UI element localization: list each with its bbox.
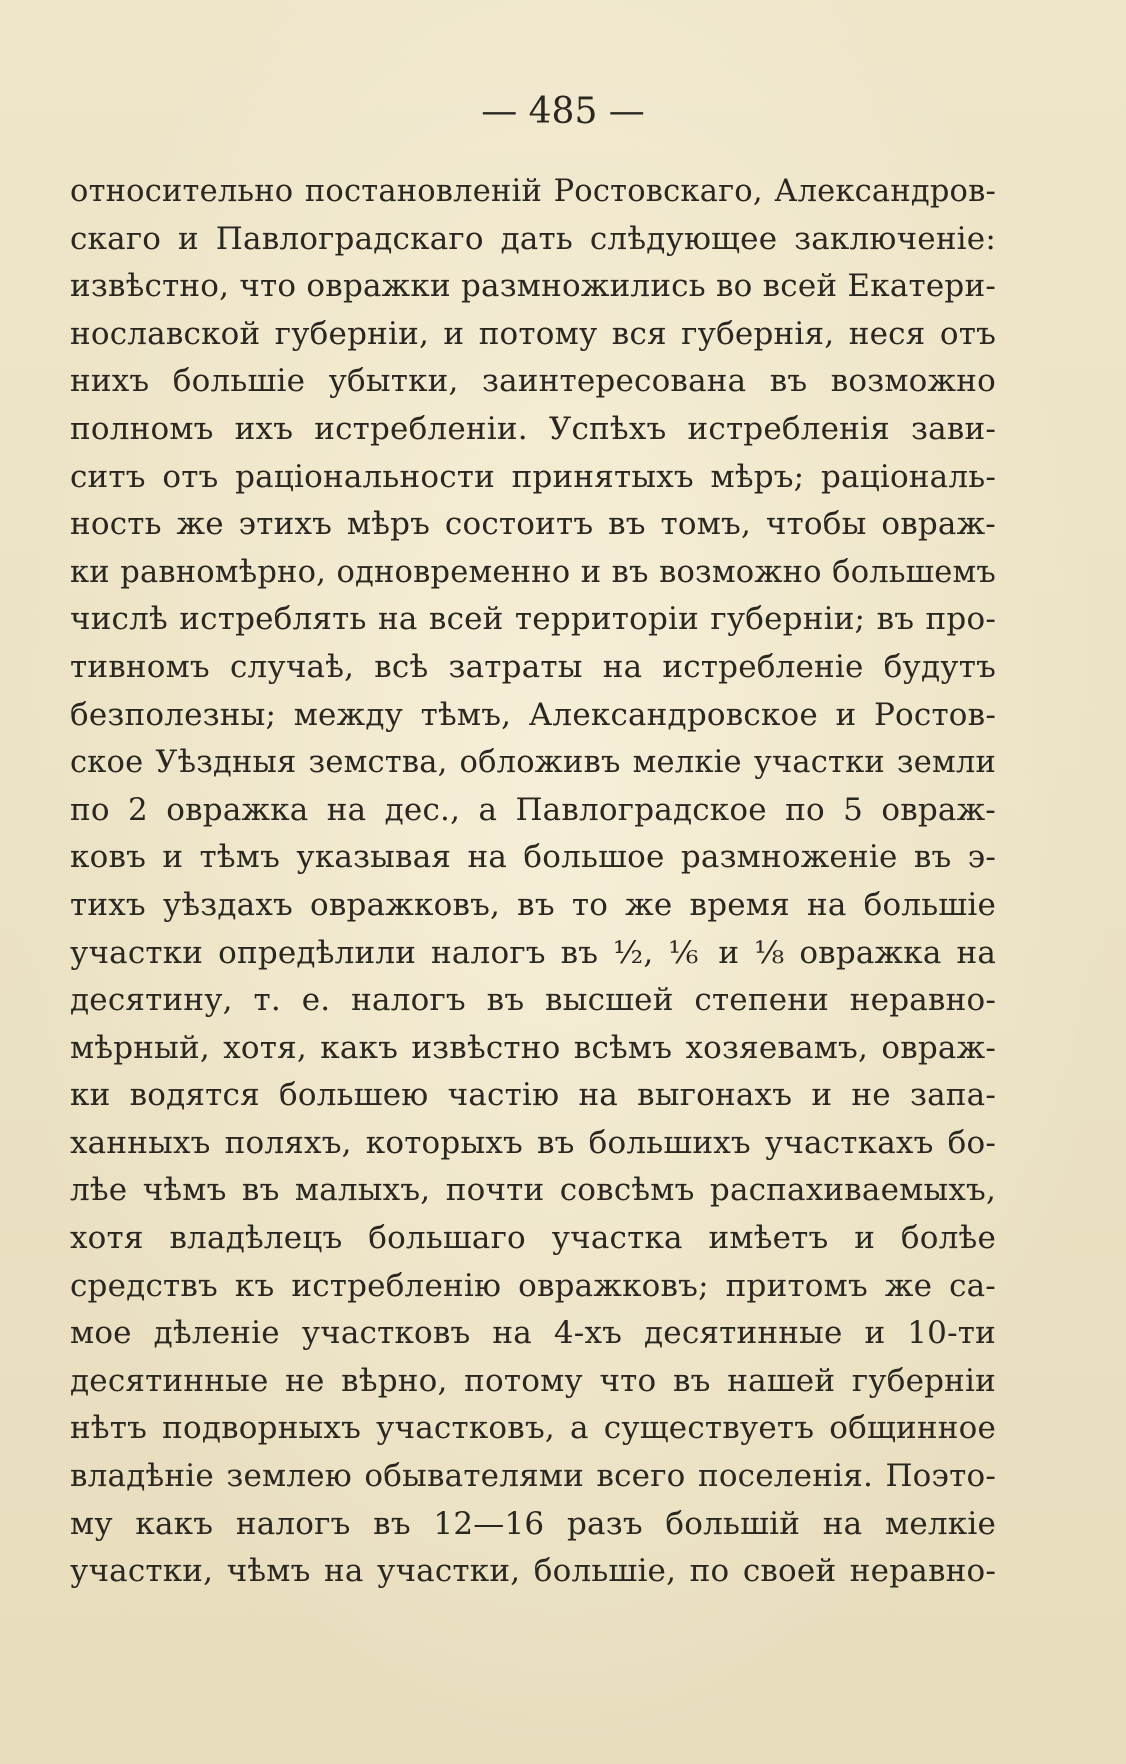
text-line: средствъ къ истребленію овражковъ; притомъ же са- (70, 1267, 996, 1304)
text-line: скаго и Павлоградскаго дать слѣдующее заключеніе: (70, 220, 996, 257)
text-line: лѣе чѣмъ въ малыхъ, почти совсѣмъ распахиваемыхъ, (70, 1172, 996, 1209)
body-text (70, 168, 996, 1596)
text-line: ки водятся большею частію на выгонахъ и не запа- (70, 1077, 996, 1114)
text-line: числѣ истреблять на всей территоріи губерніи; въ про- (70, 601, 996, 638)
text-line: нихъ большіе убытки, заинтересована въ возможно (70, 363, 996, 400)
text-line: безполезны; между тѣмъ, Александровское и Ростов- (70, 696, 996, 733)
text-line: участки опредѣлили налогъ въ ½, ⅙ и ⅛ овражка на (70, 934, 996, 971)
text-line: ское Уѣздныя земства, обложивъ мелкіе участки земли (70, 745, 996, 781)
text-line: тивномъ случаѣ, всѣ затраты на истребленіе будутъ (70, 648, 996, 685)
text-line: владѣніе землею обывателями всего поселенія. Поэто- (70, 1458, 996, 1495)
text-line: ковъ и тѣмъ указывая на большое размноженіе въ э- (70, 839, 996, 876)
text-line: ки равномѣрно, одновременно и въ возможно большемъ (70, 554, 996, 590)
text-line: полномъ ихъ истребленіи. Успѣхъ истребленія зави- (70, 410, 996, 447)
text-line: десятинные не вѣрно, потому что въ нашей губерніи (70, 1362, 996, 1399)
text-line: нѣтъ подворныхъ участковъ, а существуетъ общинное (70, 1410, 996, 1447)
text-line: ность же этихъ мѣръ состоитъ въ томъ, чтобы овраж- (70, 506, 996, 543)
text-line: мое дѣленіе участковъ на 4-хъ десятинные и 10-ти (70, 1315, 996, 1352)
text-line: хотя владѣлецъ большаго участка имѣетъ и болѣе (70, 1220, 996, 1257)
text-line: му какъ налогъ въ 12—16 разъ большій на мелкіе (70, 1505, 996, 1542)
text-line: тихъ уѣздахъ овражковъ, въ то же время на большіе (70, 886, 996, 923)
text-line: относительно постановленій Ростовскаго, Александров- (70, 174, 996, 209)
text-line: мѣрный, хотя, какъ извѣстно всѣмъ хозяевамъ, овраж- (70, 1029, 996, 1066)
text-line: извѣстно, что овражки размножились во всей Екатери- (70, 268, 996, 305)
text-line: по 2 овражка на дес., а Павлоградское по 5 овраж- (70, 791, 996, 828)
text-line: нославской губерніи, и потому вся губернія, неся отъ (70, 315, 996, 352)
text-line: ханныхъ поляхъ, которыхъ въ большихъ участкахъ бо- (70, 1124, 996, 1161)
page-number: — 485 — (481, 91, 645, 132)
text-line: десятину, т. е. налогъ въ высшей степени неравно- (70, 982, 996, 1019)
text-line: ситъ отъ раціональности принятыхъ мѣръ; раціональ- (70, 458, 996, 495)
text-line: участки, чѣмъ на участки, большіе, по своей неравно- (70, 1553, 996, 1590)
